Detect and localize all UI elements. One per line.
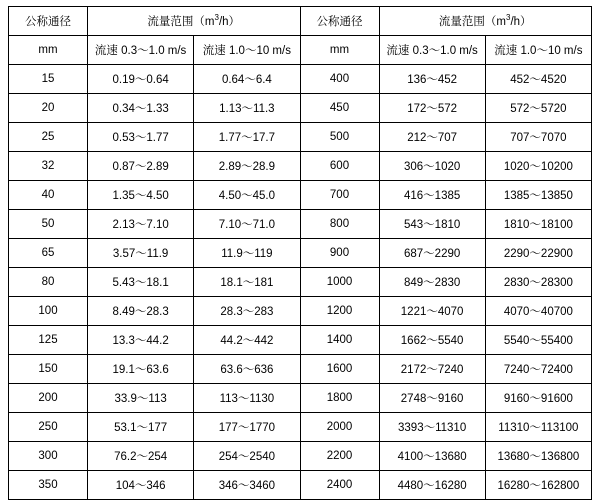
cell-flow-low-right: 543～1810 xyxy=(379,210,485,239)
cell-flow-low-right: 3393～11310 xyxy=(379,413,485,442)
cell-flow-high-left: 177～1770 xyxy=(194,413,300,442)
cell-nominal-diameter-right: 1600 xyxy=(300,355,379,384)
cell-nominal-diameter-right: 2200 xyxy=(300,442,379,471)
table-row xyxy=(9,210,592,239)
cell-flow-low-right: 172～572 xyxy=(379,94,485,123)
table-row xyxy=(9,239,592,268)
cell-nominal-diameter-right: 600 xyxy=(300,152,379,181)
cell-flow-low-right: 136～452 xyxy=(379,65,485,94)
cell-flow-high-left: 63.6～636 xyxy=(194,355,300,384)
header-nominal-diameter-left: 公称通径 xyxy=(9,7,88,36)
cell-flow-low-left: 13.3～44.2 xyxy=(88,326,194,355)
table-row xyxy=(9,65,592,94)
table-header-main-row xyxy=(9,7,592,36)
cell-nominal-diameter-left: 80 xyxy=(9,268,88,297)
table-row xyxy=(9,181,592,210)
cell-flow-low-right: 212～707 xyxy=(379,123,485,152)
table-row xyxy=(9,268,592,297)
cell-flow-low-left: 8.49～28.3 xyxy=(88,297,194,326)
cell-flow-high-left: 254～2540 xyxy=(194,442,300,471)
header-flow-range-right-sup: 3 xyxy=(506,13,511,23)
cell-flow-high-right: 572～5720 xyxy=(485,94,591,123)
header-velocity-low-left: 流速 0.3～1.0 m/s xyxy=(88,36,194,65)
cell-flow-high-left: 113～1130 xyxy=(194,384,300,413)
cell-nominal-diameter-left: 200 xyxy=(9,384,88,413)
cell-nominal-diameter-left: 125 xyxy=(9,326,88,355)
cell-nominal-diameter-left: 300 xyxy=(9,442,88,471)
header-flow-range-left-prefix: 流量范围（m xyxy=(147,16,215,28)
cell-flow-low-right: 4100～13680 xyxy=(379,442,485,471)
cell-flow-low-left: 76.2～254 xyxy=(88,442,194,471)
header-velocity-high-left: 流速 1.0～10 m/s xyxy=(194,36,300,65)
cell-nominal-diameter-right: 2400 xyxy=(300,471,379,500)
header-flow-range-right-suffix: /h） xyxy=(510,16,532,28)
cell-nominal-diameter-left: 15 xyxy=(9,65,88,94)
cell-nominal-diameter-left: 350 xyxy=(9,471,88,500)
cell-flow-low-left: 19.1～63.6 xyxy=(88,355,194,384)
cell-flow-low-left: 1.35～4.50 xyxy=(88,181,194,210)
cell-flow-high-right: 9160～91600 xyxy=(485,384,591,413)
cell-flow-high-left: 11.9～119 xyxy=(194,239,300,268)
cell-nominal-diameter-left: 50 xyxy=(9,210,88,239)
cell-nominal-diameter-right: 500 xyxy=(300,123,379,152)
cell-flow-high-left: 2.89～28.9 xyxy=(194,152,300,181)
cell-flow-high-right: 1020～10200 xyxy=(485,152,591,181)
cell-nominal-diameter-right: 900 xyxy=(300,239,379,268)
cell-flow-low-left: 0.87～2.89 xyxy=(88,152,194,181)
cell-flow-low-left: 33.9～113 xyxy=(88,384,194,413)
cell-flow-high-right: 16280～162800 xyxy=(485,471,591,500)
cell-flow-high-right: 452～4520 xyxy=(485,65,591,94)
cell-nominal-diameter-left: 150 xyxy=(9,355,88,384)
cell-flow-low-right: 687～2290 xyxy=(379,239,485,268)
cell-nominal-diameter-right: 1400 xyxy=(300,326,379,355)
cell-flow-high-left: 18.1～181 xyxy=(194,268,300,297)
cell-flow-high-right: 5540～55400 xyxy=(485,326,591,355)
table-row xyxy=(9,384,592,413)
table-header-sub-row xyxy=(9,36,592,65)
cell-nominal-diameter-left: 250 xyxy=(9,413,88,442)
cell-flow-high-right: 11310～113100 xyxy=(485,413,591,442)
cell-flow-high-right: 13680～136800 xyxy=(485,442,591,471)
cell-nominal-diameter-left: 32 xyxy=(9,152,88,181)
cell-nominal-diameter-left: 65 xyxy=(9,239,88,268)
cell-flow-low-left: 104～346 xyxy=(88,471,194,500)
cell-nominal-diameter-right: 2000 xyxy=(300,413,379,442)
table-row xyxy=(9,152,592,181)
cell-flow-high-left: 4.50～45.0 xyxy=(194,181,300,210)
cell-flow-low-right: 306～1020 xyxy=(379,152,485,181)
table-row xyxy=(9,94,592,123)
cell-flow-high-right: 4070～40700 xyxy=(485,297,591,326)
table-row xyxy=(9,471,592,500)
table-row xyxy=(9,123,592,152)
cell-flow-low-left: 53.1～177 xyxy=(88,413,194,442)
cell-flow-low-left: 0.34～1.33 xyxy=(88,94,194,123)
cell-flow-high-right: 707～7070 xyxy=(485,123,591,152)
header-nominal-diameter-right: 公称通径 xyxy=(300,7,379,36)
table-row xyxy=(9,355,592,384)
header-flow-range-left xyxy=(88,7,301,36)
cell-nominal-diameter-right: 1200 xyxy=(300,297,379,326)
cell-flow-high-left: 7.10～71.0 xyxy=(194,210,300,239)
cell-flow-high-right: 2290～22900 xyxy=(485,239,591,268)
header-flow-range-right-prefix: 流量范围（m xyxy=(438,16,507,28)
table-row xyxy=(9,413,592,442)
cell-flow-low-right: 1221～4070 xyxy=(379,297,485,326)
cell-flow-low-right: 4480～16280 xyxy=(379,471,485,500)
table-row xyxy=(9,297,592,326)
cell-flow-low-left: 5.43～18.1 xyxy=(88,268,194,297)
cell-nominal-diameter-left: 40 xyxy=(9,181,88,210)
table-row xyxy=(9,442,592,471)
cell-flow-high-left: 0.64～6.4 xyxy=(194,65,300,94)
cell-flow-high-left: 28.3～283 xyxy=(194,297,300,326)
cell-flow-high-left: 1.13～11.3 xyxy=(194,94,300,123)
cell-nominal-diameter-right: 700 xyxy=(300,181,379,210)
cell-flow-high-right: 1385～13850 xyxy=(485,181,591,210)
header-flow-range-right xyxy=(379,7,592,36)
cell-flow-low-right: 849～2830 xyxy=(379,268,485,297)
cell-nominal-diameter-right: 400 xyxy=(300,65,379,94)
cell-flow-high-left: 1.77～17.7 xyxy=(194,123,300,152)
cell-nominal-diameter-right: 450 xyxy=(300,94,379,123)
cell-flow-high-right: 7240～72400 xyxy=(485,355,591,384)
header-flow-range-left-sup: 3 xyxy=(214,13,219,23)
cell-nominal-diameter-left: 20 xyxy=(9,94,88,123)
cell-nominal-diameter-left: 25 xyxy=(9,123,88,152)
cell-flow-low-right: 416～1385 xyxy=(379,181,485,210)
cell-flow-high-right: 2830～28300 xyxy=(485,268,591,297)
cell-flow-low-left: 0.19～0.64 xyxy=(88,65,194,94)
cell-nominal-diameter-right: 1800 xyxy=(300,384,379,413)
cell-nominal-diameter-left: 100 xyxy=(9,297,88,326)
header-flow-range-left-suffix: /h） xyxy=(218,16,241,28)
header-velocity-high-right: 流速 1.0～10 m/s xyxy=(485,36,591,65)
header-unit-mm-right: mm xyxy=(300,36,379,65)
cell-flow-low-left: 0.53～1.77 xyxy=(88,123,194,152)
header-velocity-low-right: 流速 0.3～1.0 m/s xyxy=(379,36,485,65)
cell-flow-low-right: 2748～9160 xyxy=(379,384,485,413)
cell-nominal-diameter-right: 1000 xyxy=(300,268,379,297)
cell-flow-low-left: 2.13～7.10 xyxy=(88,210,194,239)
cell-flow-low-left: 3.57～11.9 xyxy=(88,239,194,268)
cell-flow-high-left: 346～3460 xyxy=(194,471,300,500)
cell-flow-low-right: 1662～5540 xyxy=(379,326,485,355)
cell-flow-high-left: 44.2～442 xyxy=(194,326,300,355)
flow-range-table xyxy=(8,6,592,500)
table-body xyxy=(9,7,592,500)
header-unit-mm-left: mm xyxy=(9,36,88,65)
cell-nominal-diameter-right: 800 xyxy=(300,210,379,239)
cell-flow-low-right: 2172～7240 xyxy=(379,355,485,384)
table-row xyxy=(9,326,592,355)
cell-flow-high-right: 1810～18100 xyxy=(485,210,591,239)
